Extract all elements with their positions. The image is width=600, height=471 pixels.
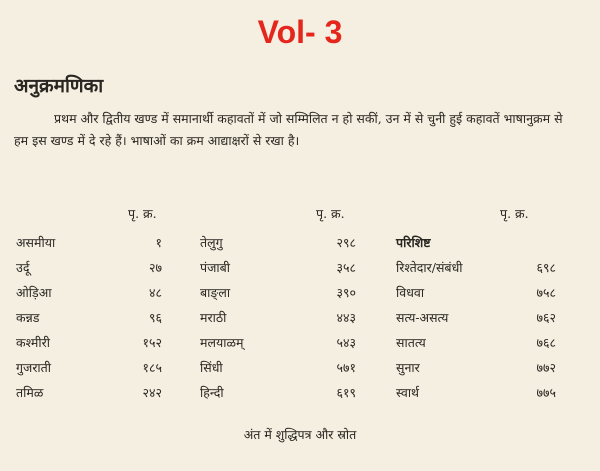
page-number: २४२ (142, 385, 162, 400)
column-header-1: पृ. क्र. (128, 206, 157, 221)
footer-note: अंत में शुद्धिपत्र और स्रोत (243, 427, 357, 442)
page-number: ४४३ (336, 310, 356, 325)
page-number: ७५८ (536, 285, 556, 300)
page-number: १ (155, 235, 162, 250)
intro-paragraph: प्रथम और द्वितीय खण्ड में समानार्थी कहावतों में जो सम्मिलित न हो सकीं, उन में से चुनी हुई कहावतें भाषानुक्रम से हम इस खण्ड में दे रहे हैं। भाषाओं का क्रम आद्याक्षरों से रखा है। (14, 111, 563, 148)
page-number: ३५८ (336, 260, 356, 275)
appendix-topic: सातत्य (396, 335, 426, 350)
page-number: ६९८ (536, 260, 556, 275)
language-name: पंजाबी (200, 260, 230, 275)
table-row (0, 309, 600, 329)
page-number: ४८ (148, 285, 162, 300)
table-row (0, 234, 600, 254)
appendix-heading: परिशिष्ट (396, 235, 431, 250)
volume-label: Vol- 3 (257, 14, 343, 50)
page-number: ५४३ (336, 335, 356, 350)
language-name: ओड़िआ (16, 285, 52, 300)
language-name: असमीया (16, 235, 56, 250)
page-number: ७६२ (536, 310, 556, 325)
appendix-topic: विधवा (396, 285, 425, 300)
language-name: तेलुगु (200, 235, 223, 250)
table-row (0, 384, 600, 404)
column-header-2: पृ. क्र. (316, 206, 345, 221)
table-row (0, 359, 600, 379)
language-name: हिन्दी (200, 385, 224, 400)
language-name: मराठी (200, 310, 227, 325)
page-number: ५७१ (336, 360, 356, 375)
table-row (0, 334, 600, 354)
page-number: ९६ (148, 310, 162, 325)
page-number: २७ (148, 260, 162, 275)
language-name: मलयाळम् (200, 335, 244, 350)
language-name: बाङ्ला (200, 285, 231, 300)
language-name: कश्मीरी (16, 335, 50, 350)
language-name: कन्नड (16, 310, 40, 325)
page-heading: अनुक्रमणिका (14, 75, 104, 97)
appendix-topic: सुनार (396, 360, 420, 375)
appendix-topic: सत्य-असत्य (396, 310, 449, 325)
table-row (0, 259, 600, 279)
language-name: तमिळ (16, 385, 44, 400)
page-number: ७७५ (536, 385, 556, 400)
page-number: ३९० (336, 285, 356, 300)
language-name: गुजराती (16, 360, 52, 375)
column-header-3: पृ. क्र. (500, 206, 529, 221)
page-number: २९८ (336, 235, 356, 250)
page-number: ६१९ (336, 385, 356, 400)
page-number: ७७२ (536, 360, 556, 375)
appendix-topic: स्वार्थ (396, 385, 420, 400)
page-number: १५२ (142, 335, 162, 350)
page-number: ७६८ (536, 335, 556, 350)
page-number: १८५ (142, 360, 162, 375)
table-row (0, 284, 600, 304)
language-name: उर्दू (16, 260, 30, 275)
appendix-topic: रिश्तेदार/संबंधी (396, 260, 463, 275)
language-name: सिंधी (200, 360, 223, 375)
